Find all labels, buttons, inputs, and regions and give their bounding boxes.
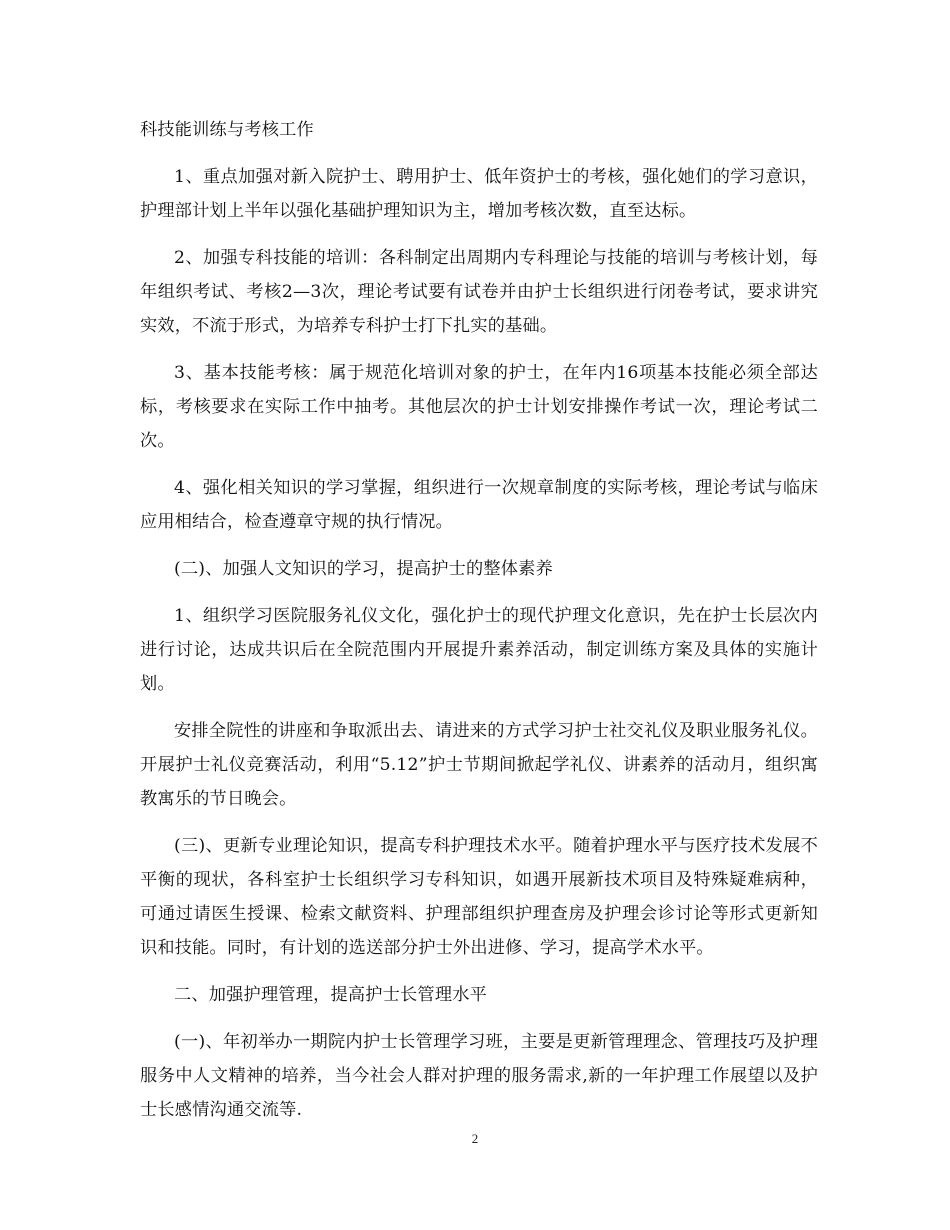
paragraph-item-4-regulations: 4、强化相关知识的学习掌握，组织进行一次规章制度的实际考核，理论考试与临床应用相结合，检查遵章守规的执行情况。 (140, 478, 818, 532)
paragraph-heading-continued: 科技能训练与考核工作 (140, 120, 314, 140)
paragraph-etiquette-culture: 1、组织学习医院服务礼仪文化，强化护士的现代护理文化意识，先在护士长层次内进行讨论，达成共识后在全院范围内开展提升素养活动，制定训练方案及具体的实施计划。 (140, 606, 818, 694)
page-number: 2 (471, 1131, 479, 1146)
section-heading-professional-knowledge: (三)、更新专业理论知识，提高专科护理技术水平。随着护理水平与医疗技术发展不平衡的现状，各科室护士长组织学习专科知识，如遇开展新技术项目及特殊疑难病种，可通过请医生授课、检索文献资料、护理部组织护理查房及护理会诊讨论等形式更新知识和技能。同时，有计划的选送部分护士外出进修、学习，提高学术水平。 (140, 836, 818, 958)
paragraph-etiquette-activities: 安排全院性的讲座和争取派出去、请进来的方式学习护士社交礼仪及职业服务礼仪。开展护士礼仪竞赛活动，利用“5.12”护士节期间掀起学礼仪、讲素养的活动月，组织寓教寓乐的节日晚会。 (140, 721, 818, 809)
paragraph-item-3-basic-skills: 3、基本技能考核：属于规范化培训对象的护士，在年内16项基本技能必须全部达标，考核要求在实际工作中抽考。其他层次的护士计划安排操作考试一次，理论考试二次。 (140, 363, 818, 451)
paragraph-head-nurse-training: (一)、年初举办一期院内护士长管理学习班，主要是更新管理理念、管理技巧及护理服务中人文精神的培养，当今社会人群对护理的服务需求,新的一年护理工作展望以及护士长感情沟通交流等. (140, 1032, 818, 1120)
paragraph-item-1-new-nurses: 1、重点加强对新入院护士、聘用护士、低年资护士的考核，强化她们的学习意识，护理部计划上半年以强化基础护理知识为主，增加考核次数，直至达标。 (140, 167, 818, 221)
section-heading-humanities: (二)、加强人文知识的学习，提高护士的整体素养 (174, 559, 553, 579)
paragraph-item-2-specialty-training: 2、加强专科技能的培训：各科制定出周期内专科理论与技能的培训与考核计划，每年组织考试、考核2—3次，理论考试要有试卷并由护士长组织进行闭卷考试，要求讲究实效，不流于形式，为培养专科护士打下扎实的基础。 (140, 248, 818, 336)
section-heading-management: 二、加强护理管理，提高护士长管理水平 (174, 985, 487, 1005)
document-body (140, 113, 818, 1140)
